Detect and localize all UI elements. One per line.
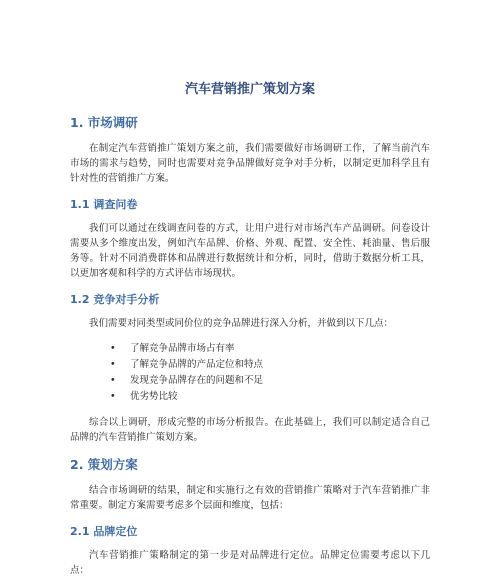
paragraph-market-research: 在制定汽车营销推广策划方案之前，我们需要做好市场调研工作，了解当前汽车市场的需求与趋势，同时也需要对竞争品牌做好竞争对手分析，以制定更加科学且有针对性的营销推广方案。 xyxy=(70,143,430,184)
list-item: • 发现竞争品牌存在的问题和不足 xyxy=(110,373,430,389)
paragraph-competitor: 我们需要对同类型或同价位的竞争品牌进行深入分析，并做到以下几点： xyxy=(89,318,394,329)
competitor-bullet-list xyxy=(70,341,430,405)
paragraph-summary: 综合以上调研，形成完整的市场分析报告。在此基础上，我们可以制定适合自己品牌的汽车营销推广策划方案。 xyxy=(70,417,430,443)
subsection-heading-brand: 2.1 品牌定位 xyxy=(70,525,138,538)
subsection-heading-competitor: 1.2 竞争对手分析 xyxy=(70,293,160,306)
section-heading-plan: 2. 策划方案 xyxy=(70,457,138,472)
list-item: • 了解竞争品牌市场占有率 xyxy=(110,341,430,357)
subsection-heading-survey: 1.1 调查问卷 xyxy=(70,198,138,211)
section-heading-market-research: 1. 市场调研 xyxy=(70,115,138,130)
list-item: • 优劣势比较 xyxy=(110,389,430,405)
list-item: • 了解竞争品牌的产品定位和特点 xyxy=(110,357,430,373)
paragraph-survey: 我们可以通过在线调查问卷的方式，让用户进行对市场汽车产品调研。问卷设计需要从多个维度出发，例如汽车品牌、价格、外观、配置、安全性、耗油量、售后服务等。针对不同消费群体和品牌进行数据统计和分析，同时，借助于数据分析工具，以更加客观和科学的方式评估市场现状。 xyxy=(70,223,430,279)
paragraph-brand: 汽车营销推广策略制定的第一步是对品牌进行定位。品牌定位需要考虑以下几点： xyxy=(70,550,430,576)
paragraph-plan: 结合市场调研的结果，制定和实施行之有效的营销推广策略对于汽车营销推广非常重要。制定方案需要考虑多个层面和维度，包括： xyxy=(70,485,430,511)
document-title: 汽车营销推广策划方案 xyxy=(184,82,315,97)
